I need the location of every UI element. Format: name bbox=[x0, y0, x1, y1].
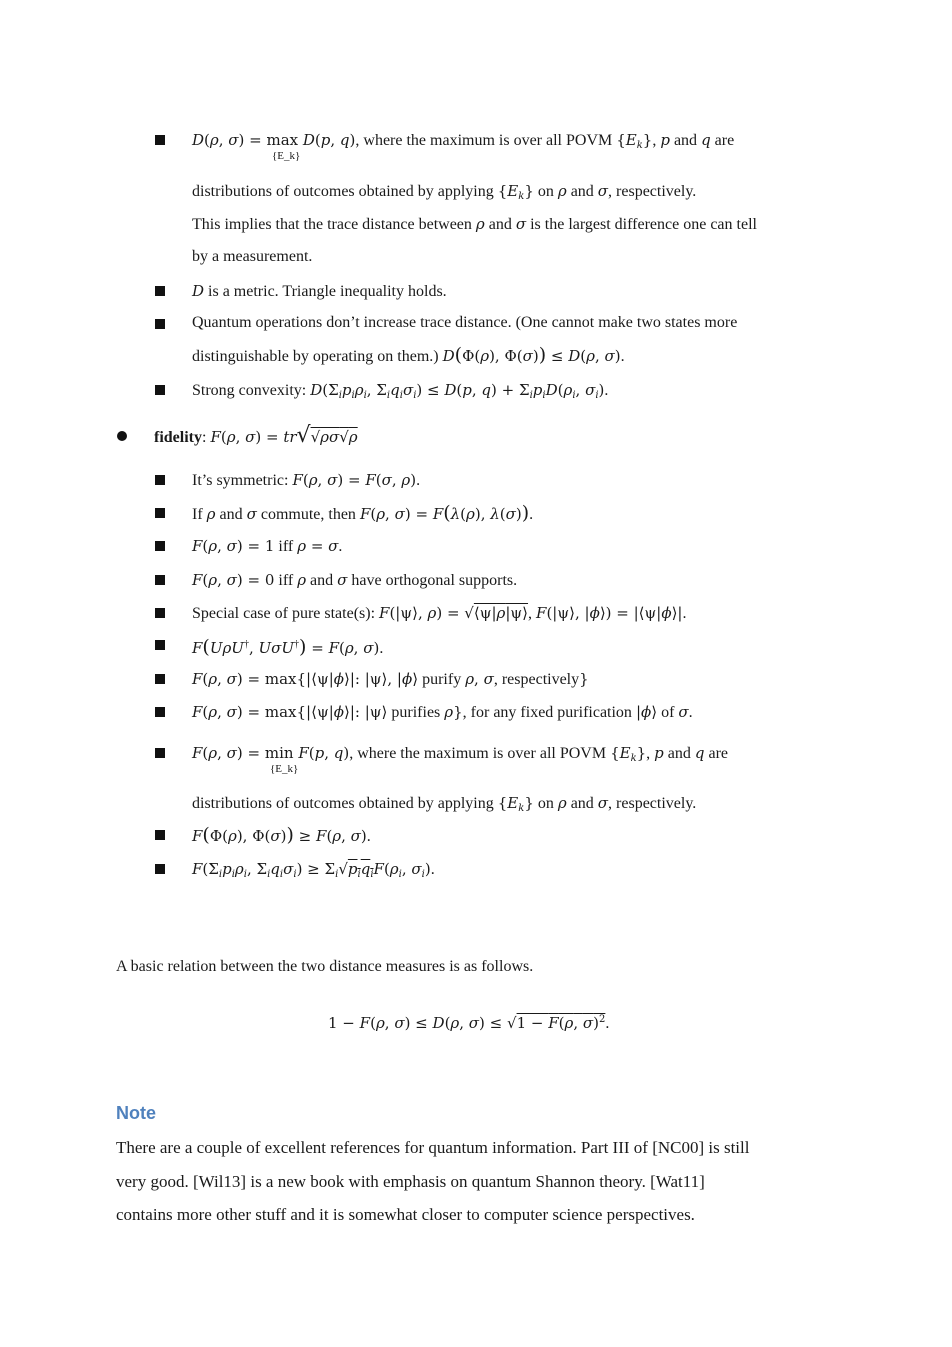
bullet-square-icon bbox=[155, 640, 165, 650]
fidelity-item-symmetric: It’s symmetric: F(ρ, σ) = F(σ, ρ). bbox=[192, 471, 421, 489]
trace-item-convexity: Strong convexity: $D(\Sigma_ip_i\rho_i$, $\Sigma_iq_i\sigma_i) \le D(p$, $q) + \Sigma_ip_iD(\rho_i$, $\sigma_i$). bbox=[192, 381, 609, 401]
bullet-square-icon bbox=[155, 319, 165, 329]
bullet-square-icon bbox=[155, 608, 165, 618]
bullet-square-icon bbox=[155, 830, 165, 840]
fidelity-item-commute: If ρ and σ commute, then F(ρ, σ) = F(λ(ρ), λ(σ)). bbox=[192, 502, 534, 524]
bullet-square-icon bbox=[155, 674, 165, 684]
bullet-square-icon bbox=[155, 707, 165, 717]
trace-item-operations-line2: distinguishable by operating on them.) D(Φ(ρ), Φ(σ)) ≤ D(ρ, σ). bbox=[192, 344, 625, 366]
fidelity-item-min-povm-line2: distributions of outcomes obtained by applying $\{E_k\}$ on ρ and σ, respectively. bbox=[192, 794, 697, 814]
bullet-square-icon bbox=[155, 286, 165, 296]
max-subscript: {E_k} bbox=[272, 150, 301, 162]
trace-item-metric: D is a metric. Triangle inequality holds. bbox=[192, 282, 447, 300]
fidelity-item-zero: F(ρ, σ) = 0 iff ρ and σ have orthogonal supports. bbox=[192, 571, 518, 589]
fidelity-item-purify: F(ρ, σ) = max{|⟨ψ|ϕ⟩|: |ψ⟩, |ϕ⟩ purify ρ, σ, respectively} bbox=[192, 670, 589, 688]
fidelity-item-channel: F(Φ(ρ), Φ(σ)) ≥ F(ρ, σ). bbox=[192, 824, 371, 846]
fidelity-item-unitary: F(UρU†, UσU†) = F(ρ, σ). bbox=[192, 636, 384, 658]
fidelity-item-concavity: $F(\Sigma_ip_i\rho_i$, $\Sigma_iq_i\sigma_i) \ge \Sigma_i√p_iq_iF(\rho_i$, $\sigma_i$). bbox=[192, 860, 435, 880]
bullet-square-icon bbox=[155, 748, 165, 758]
fidelity-item-min-povm: F(ρ, σ) = min F(p, q), where the maximum is over all POVM $\{E_k\}$, p and q are bbox=[192, 744, 729, 764]
note-line-1: There are a couple of excellent references for quantum information. Part III of [NC00] is still bbox=[116, 1138, 750, 1157]
trace-item-operations: Quantum operations don’t increase trace distance. (One cannot make two states more bbox=[192, 314, 738, 331]
trace-item-line4: by a measurement. bbox=[192, 248, 313, 265]
bullet-dot-icon bbox=[117, 431, 127, 441]
fidelity-item-fixed-purification: F(ρ, σ) = max{|⟨ψ|ϕ⟩|: |ψ⟩ purifies ρ}, for any fixed purification |ϕ⟩ of σ. bbox=[192, 703, 693, 721]
trace-item-max-povm: D(ρ, σ) = max D(p, q), where the maximum is over all POVM $\{E_k\}$, p and q are bbox=[192, 131, 735, 151]
bullet-square-icon bbox=[155, 575, 165, 585]
trace-item-line3: This implies that the trace distance between ρ and σ is the largest difference one can tell bbox=[192, 215, 757, 233]
trace-item-line2: distributions of outcomes obtained by applying $\{E_k\}$ on ρ and σ, respectively. bbox=[192, 182, 697, 202]
bullet-square-icon bbox=[155, 135, 165, 145]
bullet-square-icon bbox=[155, 508, 165, 518]
fidelity-item-pure: Special case of pure state(s): F(|ψ⟩, $\rho) = √⟨\psi|\overline{\rho}|\psi⟩$, F(|ψ⟩, |ϕ⟩) = |⟨ψ|ϕ⟩|. bbox=[192, 604, 687, 622]
fidelity-definition: fidelity: F(ρ, σ) = tr√√ρσ√ρ bbox=[154, 423, 358, 448]
note-paragraph bbox=[116, 1131, 836, 1232]
relation-equation: 1 − F(ρ, σ) ≤ D(ρ, $\sigma) \le √1 - \overline{F}(\overline{\rho}$, $\overline{\sigma})^2$. bbox=[328, 1014, 610, 1032]
relation-intro: A basic relation between the two distance measures is as follows. bbox=[116, 958, 534, 975]
fidelity-item-one: F(ρ, σ) = 1 iff ρ = σ. bbox=[192, 537, 343, 555]
min-subscript: {E_k} bbox=[270, 763, 299, 775]
note-heading: Note bbox=[116, 1103, 156, 1123]
bullet-square-icon bbox=[155, 475, 165, 485]
bullet-square-icon bbox=[155, 541, 165, 551]
note-line-3: contains more other stuff and it is somewhat closer to computer science perspectives. bbox=[116, 1205, 695, 1224]
bullet-square-icon bbox=[155, 864, 165, 874]
note-line-2: very good. [Wil13] is a new book with emphasis on quantum Shannon theory. [Wat11] bbox=[116, 1171, 705, 1191]
bullet-square-icon bbox=[155, 385, 165, 395]
